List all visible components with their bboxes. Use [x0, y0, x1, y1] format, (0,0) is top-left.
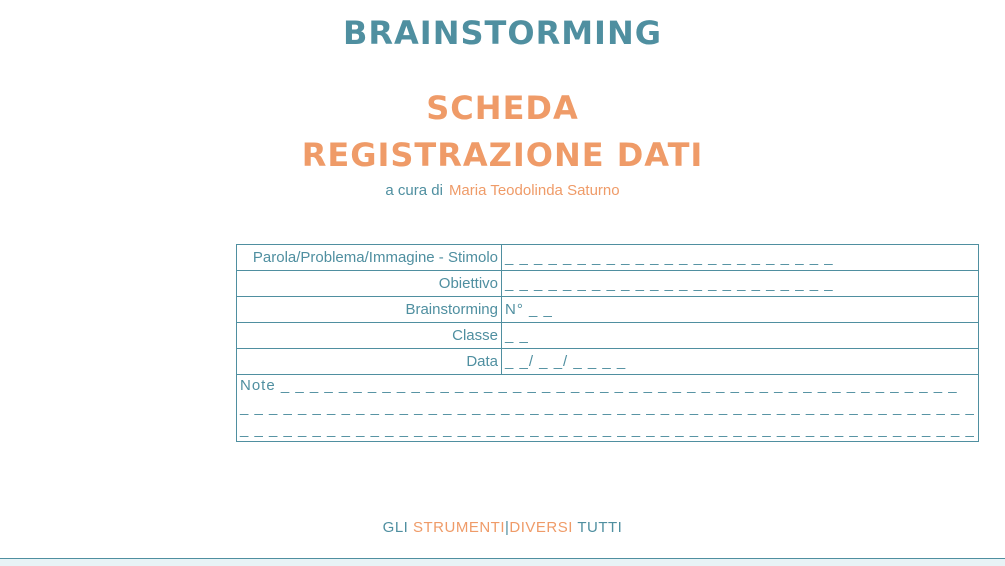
- subtitle-line-1: SCHEDA: [426, 89, 579, 127]
- footer-tutti: TUTTI: [577, 519, 623, 536]
- form-row-stimulus: [237, 245, 979, 271]
- objective-field[interactable]: _ _ _ _ _ _ _ _ _ _ _ _ _ _ _ _ _ _ _ _ _ _ _: [502, 271, 979, 297]
- credit-line: [0, 182, 1005, 199]
- credit-author: Maria Teodolinda Saturno: [448, 182, 620, 199]
- notes-field[interactable]: [237, 375, 979, 442]
- footer-brand: [0, 519, 1005, 536]
- credit-prefix: a cura di: [385, 182, 443, 199]
- footer-separator: |: [505, 519, 510, 536]
- brainstorming-number-field[interactable]: N° _ _: [502, 297, 979, 323]
- class-field[interactable]: _ _: [502, 323, 979, 349]
- form-row-notes: [237, 375, 979, 442]
- footer-diversi: DIVERSI: [509, 519, 573, 536]
- date-field[interactable]: _ _/ _ _/ _ _ _ _: [502, 349, 979, 375]
- form-row-class: [237, 323, 979, 349]
- footer-gli: GLI: [382, 519, 409, 536]
- form-row-objective: [237, 271, 979, 297]
- form-row-brainstorming: [237, 297, 979, 323]
- footer-strumenti: STRUMENTI: [413, 519, 506, 536]
- page-title: BRAINSTORMING: [343, 14, 662, 52]
- date-label: Data: [237, 349, 502, 375]
- notes-line-2: _ _ _ _ _ _ _ _ _ _ _ _ _ _ _ _ _ _ _ _ _ _ _ _ _ _ _ _ _ _ _ _ _ _ _ _ _ _ _ _ _ _ _ _ _ _ _ _ _ _ _: [240, 399, 975, 416]
- data-form-table: [236, 244, 979, 442]
- stimulus-field[interactable]: _ _ _ _ _ _ _ _ _ _ _ _ _ _ _ _ _ _ _ _ _ _ _: [502, 245, 979, 271]
- subtitle-line-2: REGISTRAZIONE DATI: [301, 136, 704, 174]
- notes-line-3: _ _ _ _ _ _ _ _ _ _ _ _ _ _ _ _ _ _ _ _ _ _ _ _ _ _ _ _ _ _ _ _ _ _ _ _ _ _ _ _ _ _ _ _ _ _ _ _ _ _ _: [240, 421, 975, 438]
- notes-line-1: Note _ _ _ _ _ _ _ _ _ _ _ _ _ _ _ _ _ _ _ _ _ _ _ _ _ _ _ _ _ _ _ _ _ _ _ _ _ _ _ _ _ _ _ _ _ _ _: [240, 377, 958, 394]
- objective-label: Obiettivo: [237, 271, 502, 297]
- brainstorming-label: Brainstorming: [237, 297, 502, 323]
- form-row-date: [237, 349, 979, 375]
- class-label: Classe: [237, 323, 502, 349]
- stimulus-label: Parola/Problema/Immagine - Stimolo: [237, 245, 502, 271]
